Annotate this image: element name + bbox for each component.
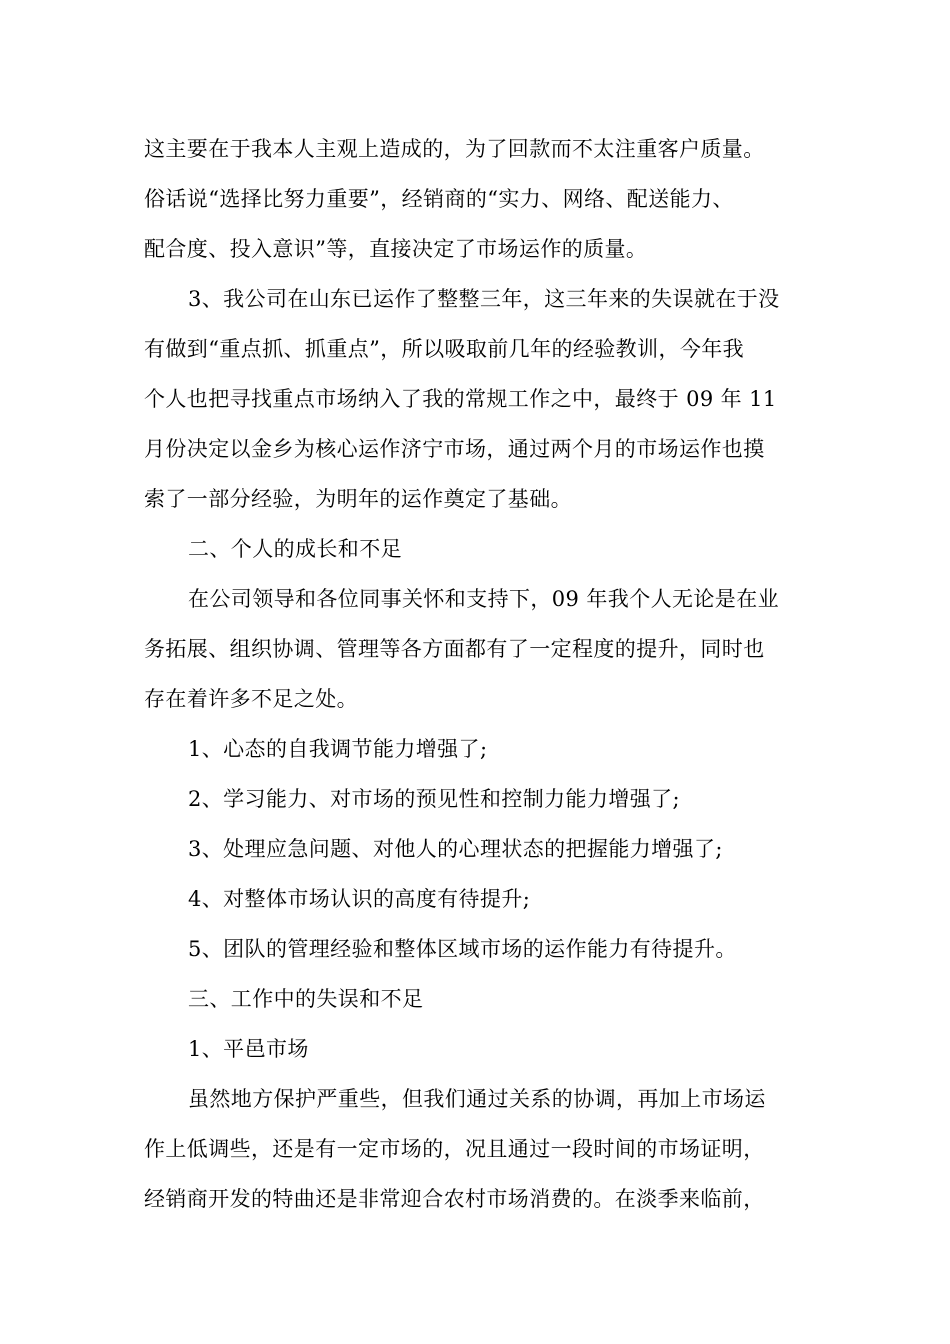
text-line: 虽然地方保护严重些，但我们通过关系的协调，再加上市场运 bbox=[188, 1087, 766, 1111]
text-line: 月份决定以金乡为核心运作济宁市场，通过两个月的市场运作也摸 bbox=[144, 437, 765, 461]
section-heading-growth: 二、个人的成长和不足 bbox=[188, 537, 402, 561]
text-line: 经销商开发的特曲还是非常迎合农村市场消费的。在淡季来临前， bbox=[144, 1187, 765, 1211]
text-line: 这主要在于我本人主观上造成的，为了回款而不太注重客户质量。 bbox=[144, 137, 765, 161]
text-line: 务拓展、组织协调、管理等各方面都有了一定程度的提升，同时也 bbox=[144, 637, 765, 661]
text-line: 3、我公司在山东已运作了整整三年，这三年来的失误就在于没 bbox=[188, 287, 780, 311]
list-item: 4、对整体市场认识的高度有待提升; bbox=[188, 887, 531, 911]
text-line: 个人也把寻找重点市场纳入了我的常规工作之中，最终于 09 年 11 bbox=[144, 387, 777, 411]
list-item: 1、心态的自我调节能力增强了; bbox=[188, 737, 488, 761]
text-line: 存在着许多不足之处。 bbox=[144, 687, 358, 711]
subheading-pingyi: 1、平邑市场 bbox=[188, 1037, 309, 1061]
text-line: 索了一部分经验，为明年的运作奠定了基础。 bbox=[144, 487, 572, 511]
list-item: 3、处理应急问题、对他人的心理状态的把握能力增强了; bbox=[188, 837, 723, 861]
list-item: 2、学习能力、对市场的预见性和控制力能力增强了; bbox=[188, 787, 681, 811]
section-heading-mistakes: 三、工作中的失误和不足 bbox=[188, 987, 424, 1011]
text-line: 俗话说“选择比努力重要”，经销商的“实力、网络、配送能力、 bbox=[144, 187, 734, 211]
text-line: 作上低调些，还是有一定市场的，况且通过一段时间的市场证明， bbox=[144, 1137, 765, 1161]
text-line: 有做到“重点抓、抓重点”，所以吸取前几年的经验教训，今年我 bbox=[144, 337, 745, 361]
text-line: 在公司领导和各位同事关怀和支持下，09 年我个人无论是在业 bbox=[188, 587, 779, 611]
list-item: 5、团队的管理经验和整体区域市场的运作能力有待提升。 bbox=[188, 937, 737, 961]
text-line: 配合度、投入意识”等，直接决定了市场运作的质量。 bbox=[144, 237, 648, 261]
